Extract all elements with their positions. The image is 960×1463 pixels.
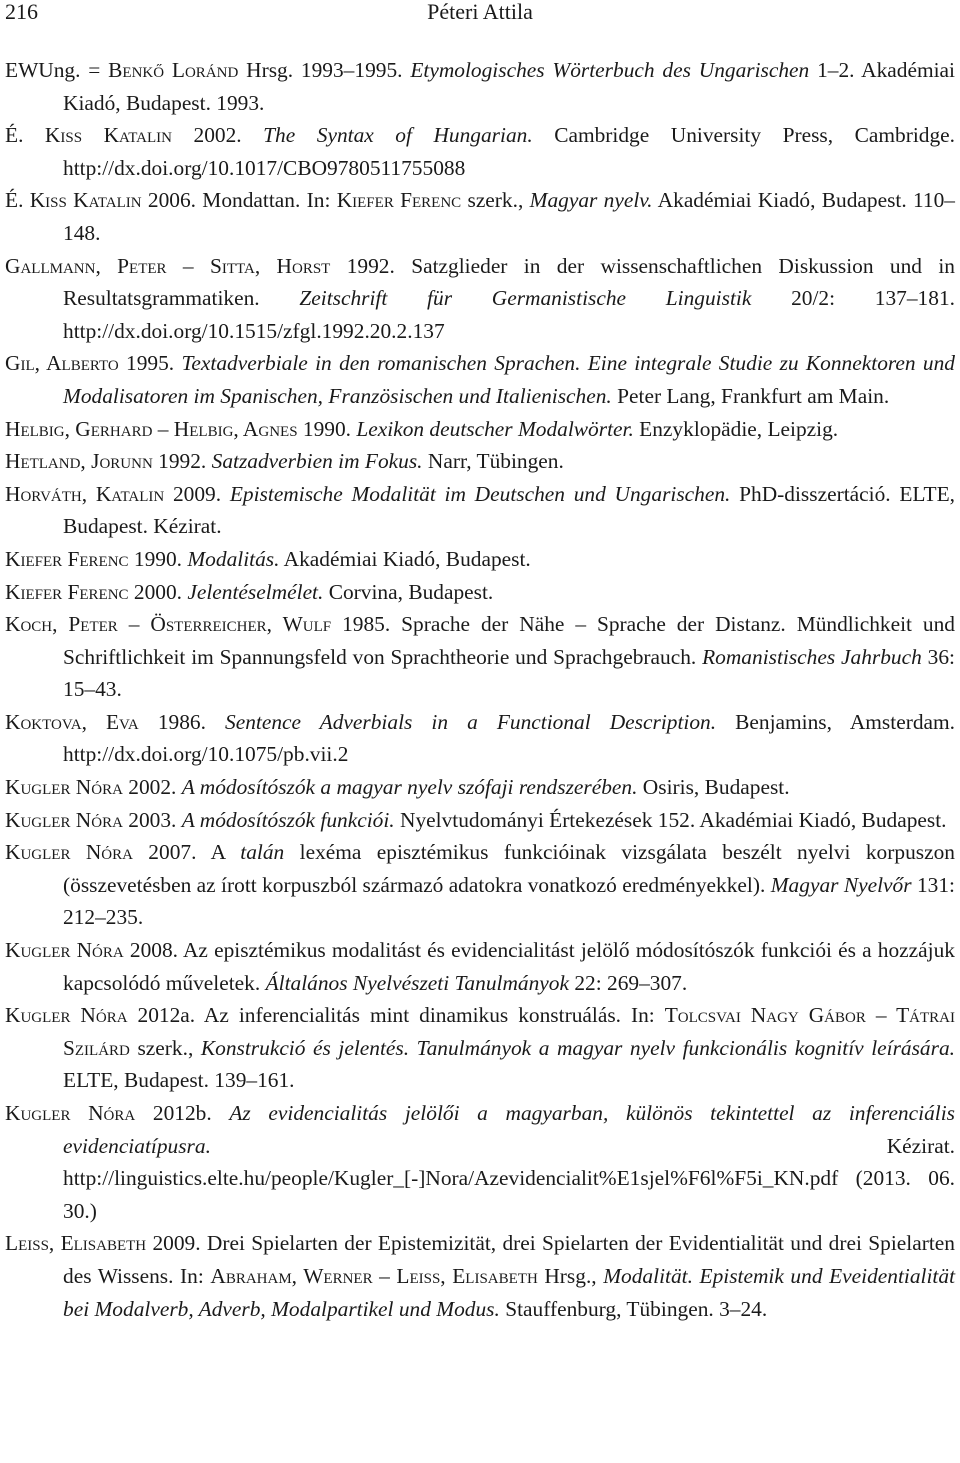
reference-title: Satzadverbien im Fokus. — [211, 449, 423, 474]
reference-entry — [5, 478, 955, 543]
reference-text: Hrsg. 1993–1995. — [238, 58, 411, 82]
reference-entry — [5, 706, 955, 771]
reference-author: Kugler Nóra — [5, 1003, 128, 1028]
reference-text: 1995. — [118, 351, 182, 376]
page-number: 216 — [5, 0, 38, 24]
reference-author: Horváth, Katalin — [5, 481, 165, 506]
reference-title: Epistemische Modalität im Deutschen und Ungarischen. — [229, 481, 731, 506]
reference-text: 1992. Satzglieder in der wissenschaftlichen Diskussion und in Resultatsgrammatiken. — [63, 253, 955, 311]
reference-text: Enzyklopädie, Leipzig. — [633, 416, 839, 441]
reference-text: 1990. — [297, 416, 357, 441]
reference-entry — [5, 576, 955, 609]
reference-text: EWUng. = — [5, 58, 109, 82]
reference-author: Kugler Nóra — [5, 775, 123, 800]
reference-text: Peter Lang, Frankfurt am Main. — [611, 383, 890, 408]
reference-author: Kugler Nóra — [5, 938, 124, 963]
reference-text: Akadémiai Kiadó, Budapest. — [279, 546, 531, 571]
reference-text: 2000. — [128, 579, 188, 604]
reference-title: Sentence Adverbials in a Functional Description. — [225, 709, 717, 734]
reference-author: Koch, Peter – Österreicher, Wulf — [5, 612, 332, 637]
reference-text: Benjamins, Amsterdam. http://dx.doi.org/10.1075/pb.vii.2 — [63, 709, 955, 767]
reference-author: Kugler Nóra — [5, 840, 133, 865]
page-header — [5, 0, 955, 24]
reference-title: A módosítószók a magyar nyelv szófaji rendszerében. — [181, 775, 638, 800]
reference-author: Kugler Nóra — [5, 807, 123, 832]
reference-entry — [5, 250, 955, 348]
reference-text: Stauffenburg, Tübingen. 3–24. — [499, 1296, 768, 1321]
reference-title: A módosítószók funkciói. — [181, 807, 395, 832]
reference-entry — [5, 836, 955, 934]
reference-text: 2002. — [122, 775, 182, 800]
reference-title: Zeitschrift für Germanistische Linguistik — [299, 286, 752, 311]
reference-text: 20/2: 137–181. http://dx.doi.org/10.1515/zfgl.1992.20.2.137 — [63, 286, 955, 343]
reference-author: Koktova, Eva — [5, 709, 139, 734]
reference-title: Textadverbiale in den romanischen Sprachen. Eine integrale Studie zu Konnektoren und Modalisatoren im Spanischen, Französischen und Italienischen. — [63, 351, 956, 408]
reference-text: 2012a. Az inferencialitás mint dinamikus konstruálás. In: — [127, 1003, 665, 1028]
reference-author: Helbig, Gerhard – Helbig, Agnes — [5, 416, 298, 441]
reference-author: Benkő Loránd — [108, 58, 239, 82]
reference-text: ELTE, Budapest. 139–161. — [63, 1068, 295, 1093]
reference-text: 1986. — [138, 709, 225, 734]
reference-text: lexéma episztémikus funkcióinak vizsgálata beszélt nyelvi korpuszon (összevetésben az írott korpuszból származó adatokra vonatkozó eredményekkel). — [63, 840, 955, 897]
reference-author: Abraham, Werner – Leiss, Elisabeth — [210, 1263, 538, 1288]
reference-text: Akadémiai Kiadó, Budapest. 110–148. — [63, 188, 955, 245]
reference-author: Gallmann, Peter – Sitta, Horst — [5, 253, 331, 278]
reference-title: Modalitás. — [187, 546, 280, 571]
reference-text: 2006. Mondattan. In: — [141, 188, 337, 213]
reference-title: Az evidencialitás jelölői a magyarban, különös tekintettel az inferenciális evidenciatípusra. — [63, 1101, 955, 1158]
reference-entry — [5, 413, 955, 446]
running-head: Péteri Attila — [427, 0, 533, 24]
reference-entry — [5, 804, 955, 837]
reference-entry — [5, 1097, 955, 1227]
reference-text: Osiris, Budapest. — [637, 775, 790, 800]
reference-title: Magyar nyelv. — [529, 188, 653, 213]
reference-text: Kézirat. http://linguistics.elte.hu/people/Kugler_[-]Nora/Azevidencialit%E1sjel%F6l%F5i_KN.pdf (2013. 06. 30.) — [63, 1133, 955, 1223]
reference-text: 36: 15–43. — [63, 644, 955, 702]
reference-entry — [5, 54, 955, 119]
reference-author: Kiefer Ferenc — [5, 546, 129, 571]
reference-author: Gil, Alberto — [5, 351, 119, 376]
reference-title: Modalität. Epistemik und Eveidentialität bei Modalverb, Adverb, Modalpartikel und Modus. — [63, 1263, 956, 1321]
reference-author: Tolcsvai Nagy Gábor – Tátrai Szilárd — [63, 1003, 955, 1060]
reference-author: Leiss, Elisabeth — [5, 1231, 147, 1256]
reference-text: 2002. — [171, 123, 264, 148]
reference-text: 2009. — [164, 481, 230, 506]
reference-author: É. Kiss Katalin — [5, 188, 142, 213]
reference-text: Narr, Tübingen. — [422, 449, 564, 474]
reference-entry — [5, 1227, 955, 1325]
reference-text: 1–2. Akadémiai Kiadó, Budapest. 1993. — [63, 58, 955, 115]
reference-text: 22: 269–307. — [568, 970, 688, 995]
reference-author: Hetland, Jorunn — [5, 449, 153, 474]
reference-text: szerk., — [129, 1035, 201, 1060]
reference-title: Magyar Nyelvőr — [770, 872, 912, 897]
reference-text: 2012b. — [135, 1101, 230, 1125]
reference-text: 2008. Az episztémikus modalitást és evidencialitást jelölő módosítószók funkciói és a hozzájuk kapcsolódó műveletek. — [63, 938, 955, 995]
reference-entry — [5, 445, 955, 478]
reference-entry — [5, 119, 955, 184]
reference-text: 1992. — [152, 449, 212, 474]
reference-text: szerk., — [461, 188, 530, 213]
reference-title: Etymologisches Wörterbuch des Ungarischen — [410, 58, 810, 82]
reference-title: Általános Nyelvészeti Tanulmányok — [265, 970, 569, 995]
reference-text: 1990. — [128, 546, 188, 571]
reference-author: Kugler Nóra — [5, 1101, 136, 1125]
reference-list — [5, 54, 955, 1325]
reference-entry — [5, 999, 955, 1097]
reference-entry — [5, 608, 955, 706]
reference-title: Konstrukció és jelentés. Tanulmányok a magyar nyelv funkcionális kognitív leírására. — [200, 1035, 955, 1060]
reference-entry — [5, 347, 955, 412]
reference-text: 2003. — [122, 807, 182, 832]
reference-author: Kiefer Ferenc — [5, 579, 129, 604]
reference-text: Hrsg., — [537, 1263, 604, 1288]
reference-title: Lexikon deutscher Modalwörter. — [356, 416, 634, 441]
reference-title: The Syntax of Hungarian. — [263, 123, 533, 148]
reference-title: Jelentéselmélet. — [187, 579, 324, 604]
reference-entry — [5, 543, 955, 576]
reference-entry — [5, 771, 955, 804]
reference-text: 1985. Sprache der Nähe – Sprache der Distanz. Mündlichkeit und Schriftlichkeit im Spannungsfeld von Sprachtheorie und Sprachgebrauch. — [63, 612, 955, 669]
reference-text: Corvina, Budapest. — [323, 579, 494, 604]
reference-text: Nyelvtudományi Értekezések 152. Akadémiai Kiadó, Budapest. — [394, 807, 947, 832]
reference-text: 2009. Drei Spielarten der Epistemizität, drei Spielarten der Evidentialität und drei Spielarten des Wissens. In: — [63, 1231, 955, 1288]
reference-text: PhD-disszertáció. ELTE, Budapest. Kézirat. — [63, 481, 955, 539]
reference-author: Kiefer Ferenc — [336, 188, 462, 213]
reference-author: É. Kiss Katalin — [5, 123, 172, 148]
reference-entry — [5, 184, 955, 249]
reference-text: 2007. A — [132, 840, 241, 865]
reference-text: 131: 212–235. — [63, 872, 955, 930]
reference-title: Romanistisches Jahrbuch — [702, 644, 922, 669]
reference-title: talán — [240, 840, 285, 865]
reference-text: Cambridge University Press, Cambridge. http://dx.doi.org/10.1017/CBO9780511755088 — [63, 123, 956, 180]
reference-entry — [5, 934, 955, 999]
